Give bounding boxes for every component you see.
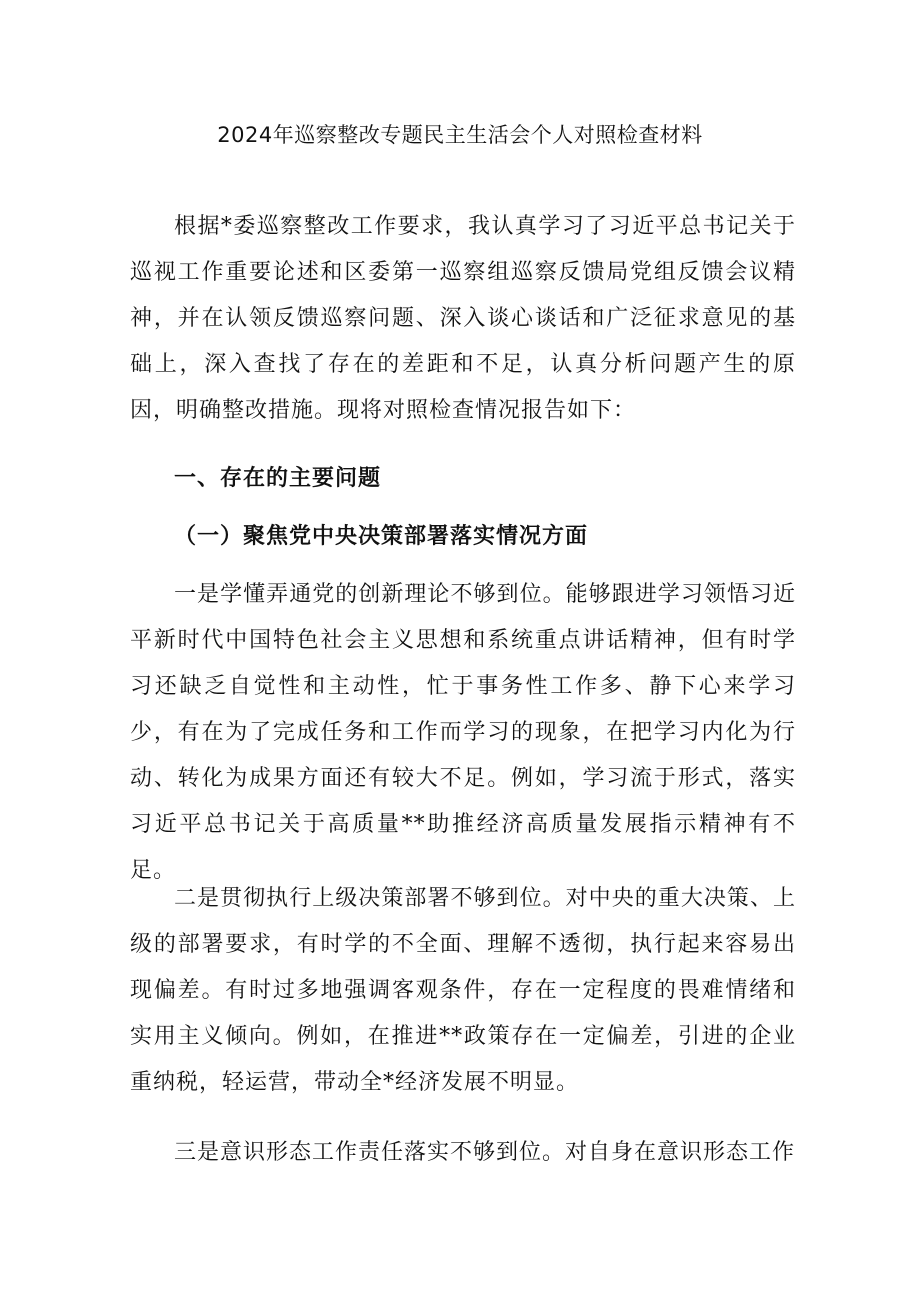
- body-paragraph-2: 二是贯彻执行上级决策部署不够到位。对中央的重大决策、上级的部署要求，有时学的不全面、理解不透彻，执行起来容易出现偏差。有时过多地强调客观条件，存在一定程度的畏难情绪和实用主义倾向。例如，在推进**政策存在一定偏差，引进的企业重纳税，轻运营，带动全*经济发展不明显。: [130, 886, 796, 1095]
- subsection-heading: （一）聚焦党中央决策部署落实情况方面: [174, 523, 589, 549]
- body-paragraph-1: 一是学懂弄通党的创新理论不够到位。能够跟进学习领悟习近平新时代中国特色社会主义思想和系统重点讲话精神，但有时学习还缺乏自觉性和主动性，忙于事务性工作多、静下心来学习少，有在为了完成任务和工作而学习的现象，在把学习内化为行动、转化为成果方面还有较大不足。例如，学习流于形式，落实习近平总书记关于高质量**助推经济高质量发展指示精神有不足。: [130, 582, 796, 883]
- document-title: 2024年巡察整改专题民主生活会个人对照检查材料: [217, 123, 703, 147]
- intro-paragraph: 根据*委巡察整改工作要求，我认真学习了习近平总书记关于巡视工作重要论述和区委第一巡察组巡察反馈局党组反馈会议精神，并在认领反馈巡察问题、深入谈心谈话和广泛征求意见的基础上，深入查找了存在的差距和不足，认真分析问题产生的原因，明确整改措施。现将对照检查情况报告如下：: [130, 214, 796, 423]
- section-heading: 一、存在的主要问题: [174, 465, 382, 491]
- body-paragraph-3: 三是意识形态工作责任落实不够到位。对自身在意识形态工作: [174, 1140, 796, 1165]
